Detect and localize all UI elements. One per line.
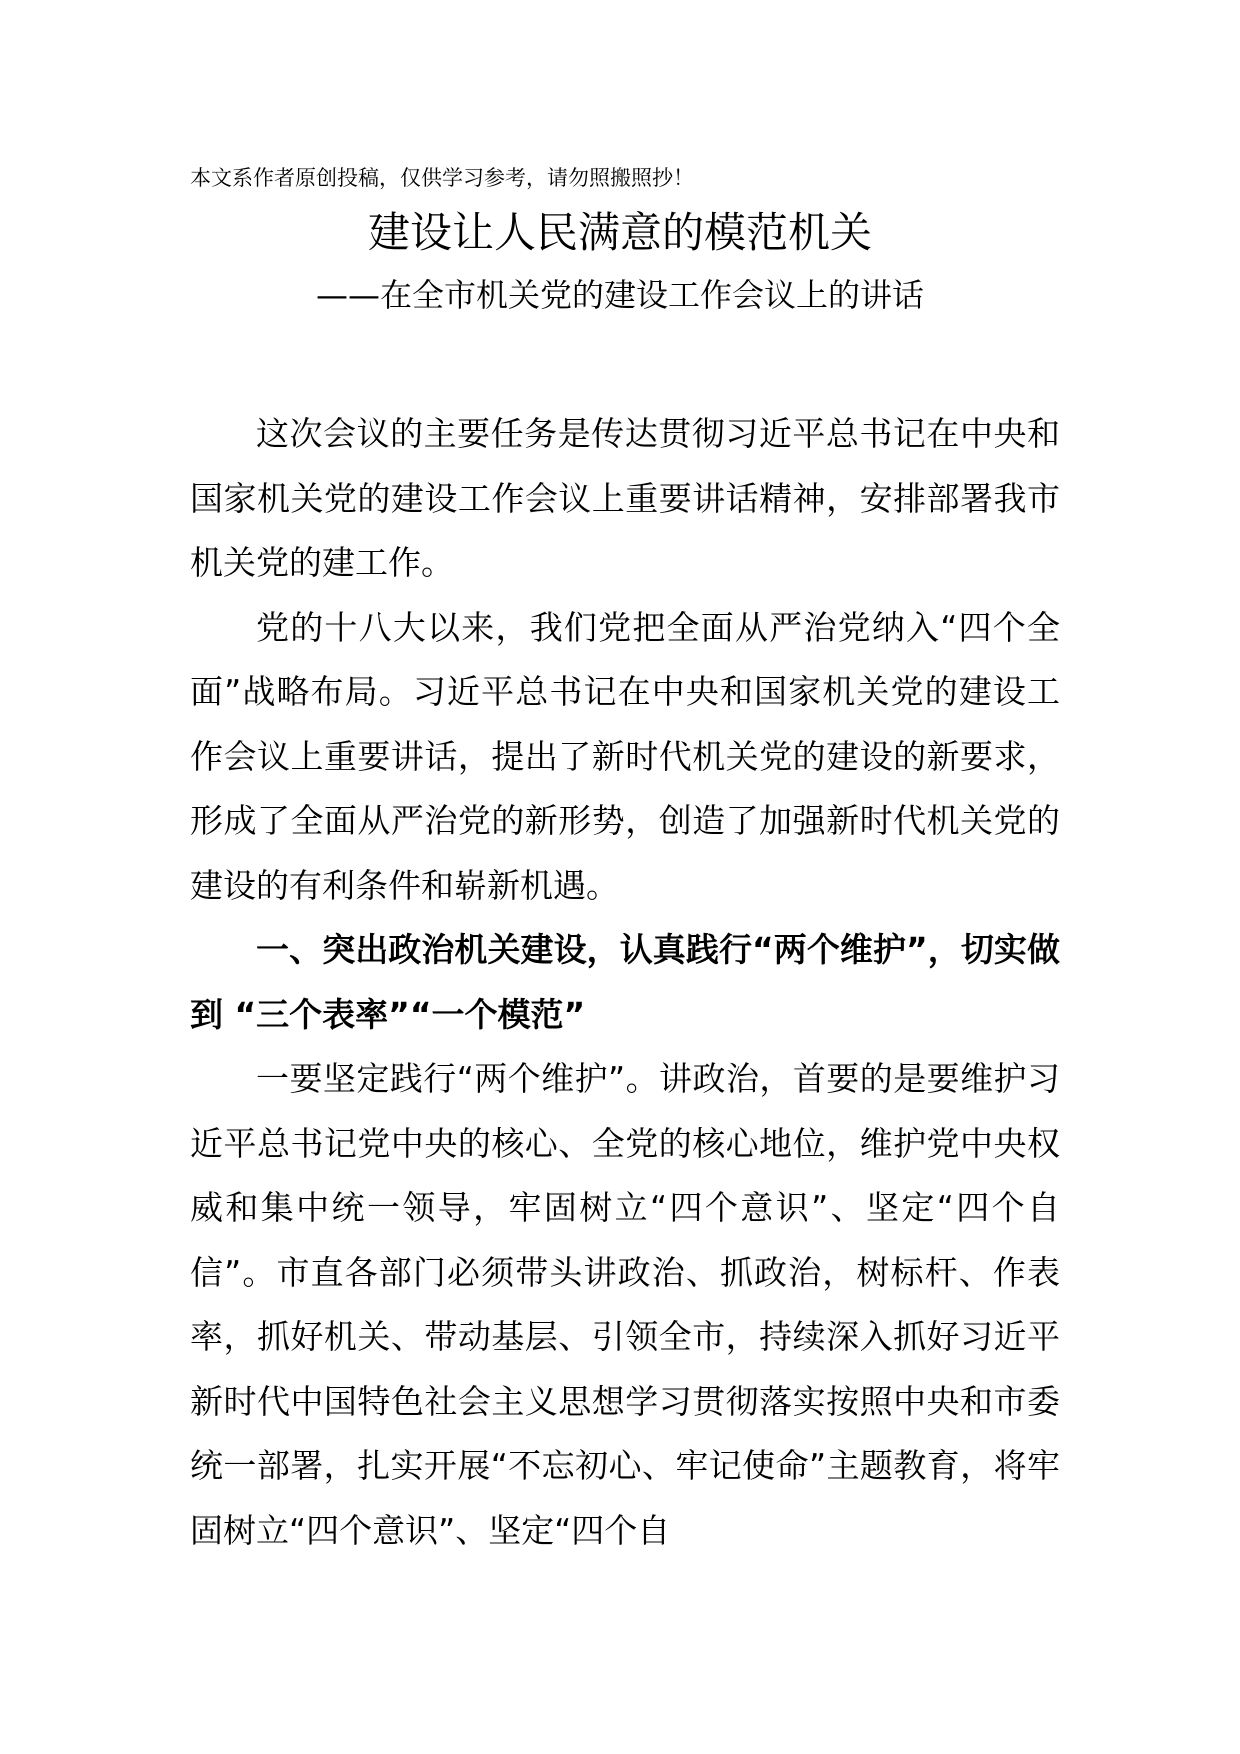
copyright-notice: 本文系作者原创投稿，仅供学习参考，请勿照搬照抄！ — [190, 166, 694, 190]
paragraph-section-1-point-1: 一要坚定践行“两个维护”。讲政治，首要的是要维护习近平总书记党中央的核心、全党的核心地位，维护党中央权威和集中统一领导，牢固树立“四个意识”、坚定“四个自信”。市直各部门必须带头讲政治、抓政治，树标杆、作表率，抓好机关、带动基层、引领全市，持续深入抓好习近平新时代中国特色社会主义思想学习贯彻落实按照中央和市委统一部署，扎实开展“不忘初心、牢记使命”主题教育，将牢固树立“四个意识”、坚定“四个自 — [190, 1059, 1060, 1550]
paragraph-background: 党的十八大以来，我们党把全面从严治党纳入“四个全面”战略布局。习近平总书记在中央和国家机关党的建设工作会议上重要讲话，提出了新时代机关党的建设的新要求，形成了全面从严治党的新形势，创造了加强新时代机关党的建设的有利条件和崭新机遇。 — [190, 607, 1060, 905]
document-title: 建设让人民满意的模范机关 — [367, 208, 872, 257]
document-subtitle: ——在全市机关党的建设工作会议上的讲话 — [315, 276, 924, 314]
document-body — [190, 402, 1060, 1563]
section-heading-1: 一、突出政治机关建设，认真践行“两个维护”，切实做到 “三个表率”“一个模范” — [190, 930, 1060, 1034]
paragraph-intro: 这次会议的主要任务是传达贯彻习近平总书记在中央和国家机关党的建设工作会议上重要讲话精神，安排部署我市机关党的建工作。 — [190, 414, 1060, 582]
